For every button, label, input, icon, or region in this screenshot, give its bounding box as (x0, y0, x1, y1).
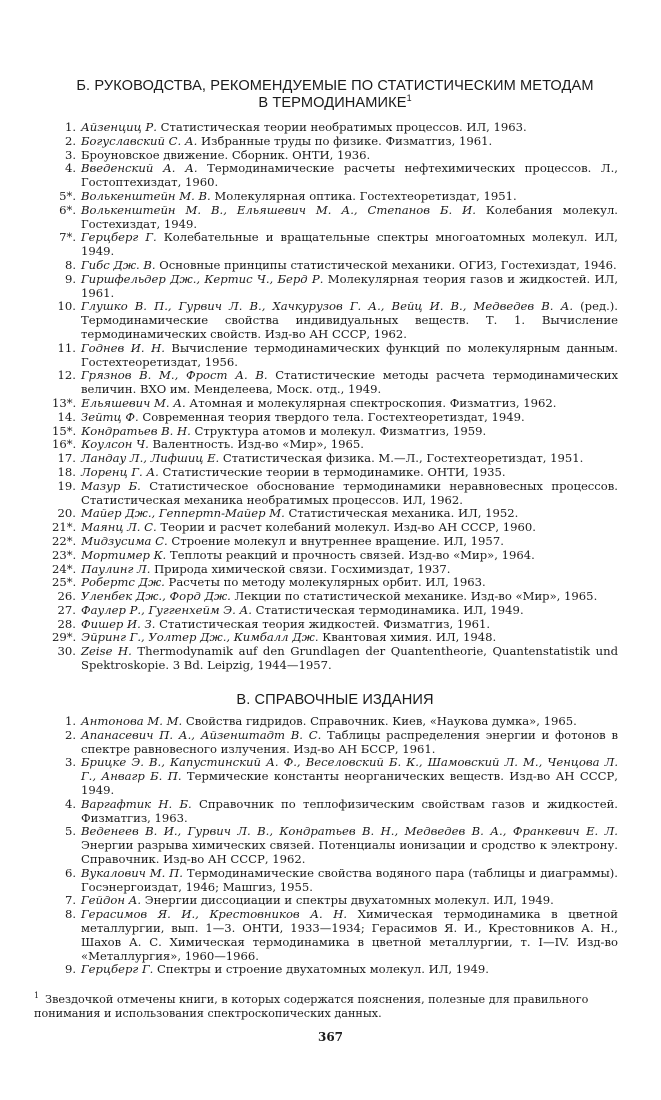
reference-text (81, 204, 618, 232)
reference-item (52, 756, 618, 797)
reference-author: Годнев И. Н. (81, 340, 165, 355)
reference-item (52, 563, 618, 577)
reference-item (52, 894, 618, 908)
reference-item (52, 149, 618, 163)
reference-item (52, 963, 618, 977)
reference-details: Броуновское движение. Сборник. ОНТИ, 1936. (81, 147, 371, 162)
reference-item (52, 135, 618, 149)
reference-text (81, 452, 618, 466)
reference-author: Введенский А. А. (81, 161, 198, 176)
reference-author: Зейтц Ф. (81, 409, 139, 424)
reference-item (52, 411, 618, 425)
reference-text (81, 756, 618, 797)
reference-details: Химическая термодинамика в цветной металлургии, вып. 1—3. ОНТИ, 1933—1934; Герасимов Я. И., Крестовников А. Н., Шахов А. С. Химическая термодинамика в цветной металлургии, т. I—IV. Изд-во «Металлургия», 1960—1966. (81, 907, 618, 963)
reference-details: Справочник по теплофизическим свойствам газов и жидкостей. Физматгиз, 1963. (81, 796, 618, 825)
reference-text (81, 715, 618, 729)
reference-author: Герцберг Г. (81, 962, 154, 977)
reference-details: Избранные труды по физике. Физматгиз, 1961. (197, 133, 493, 148)
reference-number: 30. (57, 644, 76, 659)
reference-author: Лоренц Г. А. (81, 464, 159, 479)
reference-text (81, 162, 618, 190)
section-v-title: В. СПРАВОЧНЫЕ ИЗДАНИЯ (236, 692, 434, 708)
reference-number: 11. (57, 340, 76, 355)
reference-item (52, 121, 618, 135)
reference-item (52, 645, 618, 673)
reference-number: 6*. (59, 202, 76, 217)
section-b-title-line2 (40, 95, 630, 112)
reference-author: Герасимов Я. И., Крестовников А. Н. (81, 907, 348, 922)
reference-number: 4. (64, 161, 76, 176)
reference-number: 2. (64, 727, 76, 742)
reference-details: Термодинамические расчеты нефтехимических процессов. Л., Гостоптехиздат, 1960. (81, 161, 618, 190)
reference-details: Спектры и строение двухатомных молекул. ИЛ, 1949. (153, 962, 489, 977)
reference-number: 3. (64, 147, 76, 162)
reference-number: 23*. (52, 547, 77, 562)
reference-item (52, 480, 618, 508)
reference-text (81, 618, 618, 632)
reference-number: 2. (64, 133, 76, 148)
reference-item (52, 273, 618, 301)
reference-text (81, 590, 618, 604)
reference-item (52, 162, 618, 190)
reference-item (52, 729, 618, 757)
reference-text (81, 480, 618, 508)
reference-item (52, 300, 618, 341)
reference-details: Энергии разрыва химических связей. Потенциалы ионизации и сродство к электрону. Справочник. Изд-во АН СССР, 1962. (81, 838, 618, 866)
reference-author: Маянц Л. С. (81, 520, 157, 535)
reference-text (81, 300, 618, 341)
reference-details: Колебательные и вращательные спектры многоатомных молекул. ИЛ, 1949. (81, 230, 618, 259)
reference-number: 25*. (52, 575, 77, 590)
reference-number: 14. (57, 409, 76, 424)
reference-number: 8. (64, 907, 76, 922)
reference-details: Статистическая физика. М.—Л., Гостехтеоретиздат, 1951. (219, 451, 584, 466)
reference-author: Ландау Л., Лифшиц Е. (81, 451, 220, 466)
reference-number: 20. (57, 506, 76, 521)
reference-number: 5*. (59, 188, 76, 203)
reference-details: Строение молекул и внутреннее вращение. ИЛ, 1957. (167, 533, 504, 548)
reference-item (52, 798, 618, 826)
reference-text (81, 231, 618, 259)
reference-item (52, 452, 618, 466)
reference-details: Молекулярная оптика. Гостехтеоретиздат, 1951. (210, 188, 517, 203)
reference-details: Вычисление термодинамических функций по молекулярным данным. Гостехтеоретиздат, 1956. (81, 340, 618, 369)
reference-number: 16*. (52, 437, 77, 452)
reference-details: Лекции по статистической механике. Изд-во «Мир», 1965. (230, 589, 598, 604)
reference-text (81, 342, 618, 370)
reference-details: (ред.). Термодинамические свойства индивидуальных веществ. Т. 1. Вычисление термодинамических свойств. Изд-во АН СССР, 1962. (81, 299, 618, 341)
reference-number: 12. (57, 368, 76, 383)
reference-item (52, 425, 618, 439)
reference-item (52, 604, 618, 618)
reference-details: Квантовая химия. ИЛ, 1948. (318, 630, 497, 645)
reference-text (81, 825, 618, 866)
reference-details: Расчеты по методу молекулярных орбит. ИЛ, 1963. (164, 575, 486, 590)
reference-text (81, 190, 618, 204)
reference-text (81, 798, 618, 826)
reference-details: Молекулярная теория газов и жидкостей. ИЛ, 1961. (81, 271, 619, 300)
reference-details: Статистическая термодинамика. ИЛ, 1949. (251, 602, 524, 617)
reference-author: Гейдон А. (81, 893, 142, 908)
reference-item (52, 438, 618, 452)
reference-details: Статистические теории в термодинамике. ОНТИ, 1935. (158, 464, 506, 479)
reference-number: 26. (57, 589, 76, 604)
footnote-text: Звездочкой отмечены книги, в которых содержатся пояснения, полезные для правильного понимания и использования спектроскопических данных. (34, 993, 589, 1020)
reference-number: 3. (64, 755, 76, 770)
reference-author: Апанасевич П. А., Айзенштадт В. С. (81, 727, 322, 742)
reference-item (52, 631, 618, 645)
reference-details: Структура атомов и молекул. Физматгиз, 1959. (190, 423, 487, 438)
reference-author: Вукалович М. П. (81, 865, 183, 880)
reference-number: 1. (64, 714, 76, 728)
reference-text (81, 149, 618, 163)
reference-text (81, 273, 618, 301)
reference-author: Волькенштейн М. В. (81, 188, 211, 203)
reference-text (81, 438, 618, 452)
reference-item (52, 576, 618, 590)
reference-item (52, 521, 618, 535)
reference-text (81, 631, 618, 645)
reference-author: Грязнов В. М., Фрост А. В. (81, 368, 268, 383)
reference-number: 17. (57, 451, 76, 466)
page-number: 367 (317, 1030, 344, 1044)
reference-item (52, 549, 618, 563)
reference-author: Уленбек Дж., Форд Дж. (81, 589, 231, 604)
reference-details: Таблицы распределения энергии и фотонов в спектре равновесного излучения. Изд-во АН БССР, 1961. (81, 727, 618, 756)
reference-details: Природа химической связи. Госхимиздат, 1937. (150, 561, 451, 576)
footnote (34, 993, 616, 1020)
reference-number: 28. (57, 616, 76, 631)
reference-number: 21*. (52, 520, 77, 535)
reference-author: Кондратьев В. Н. (81, 423, 191, 438)
reference-text (81, 535, 618, 549)
reference-text (81, 604, 618, 618)
reference-text (81, 908, 618, 963)
reference-text (81, 466, 618, 480)
reference-author: Гибс Дж. В. (81, 257, 156, 272)
reference-author: Айзенциц Р. (81, 120, 157, 134)
reference-author: Фаулер Р., Гуггенхейм Э. А. (81, 602, 252, 617)
reference-text (81, 411, 618, 425)
reference-text (81, 397, 618, 411)
reference-number: 9. (64, 962, 76, 977)
reference-item (52, 535, 618, 549)
reference-author: Мидзусима С. (81, 533, 168, 548)
reference-author: Паулинг Л. (81, 561, 151, 576)
section-v-reference-list (52, 715, 618, 977)
section-b-heading (40, 78, 630, 112)
reference-item (52, 204, 618, 232)
reference-author: Майер Дж., Геппертп-Майер М. (81, 506, 285, 521)
reference-item (52, 397, 618, 411)
section-b-footnote-ref: 1 (406, 93, 412, 104)
reference-item (52, 342, 618, 370)
reference-details: Основные принципы статистической механики. ОГИЗ, Гостехиздат, 1946. (155, 257, 617, 272)
reference-item (52, 867, 618, 895)
reference-number: 7*. (59, 230, 76, 245)
reference-author: Фишер И. З. (81, 616, 156, 631)
reference-item (52, 259, 618, 273)
reference-author: Волькенштейн М. В., Ельяшевич М. А., Степанов Б. И. (81, 202, 476, 217)
reference-details: Статистическая теории необратимых процессов. ИЛ, 1963. (156, 120, 527, 134)
reference-author: Глушко В. П., Гурвич Л. В., Хачкурузов Г. А., Вейц И. В., Медведев В. А. (81, 299, 574, 314)
reference-item (52, 618, 618, 632)
reference-item (52, 369, 618, 397)
reference-number: 22*. (52, 533, 77, 548)
reference-text (81, 563, 618, 577)
reference-number: 15*. (52, 423, 77, 438)
reference-item (52, 466, 618, 480)
reference-author: Гиршфельдер Дж., Кертис Ч., Берд Р. (81, 271, 324, 286)
reference-details: Энергии диссоциации и спектры двухатомных молекул. ИЛ, 1949. (141, 893, 554, 908)
reference-text (81, 121, 618, 135)
reference-details: Валентность. Изд-во «Мир», 1965. (148, 437, 364, 452)
reference-text (81, 259, 618, 273)
reference-text (81, 645, 618, 673)
reference-details: Современная теория твердого тела. Гостехтеоретиздат, 1949. (138, 409, 525, 424)
reference-author: Ельяшевич М. А. (81, 395, 186, 410)
reference-text (81, 576, 618, 590)
reference-number: 5. (64, 824, 76, 839)
reference-author: Эйринг Г., Уолтер Дж., Кимбалл Дж. (81, 630, 319, 645)
reference-item (52, 908, 618, 963)
reference-author: Брицке Э. В., Капустинский А. Ф., Веселовский Б. К., Шамовский Л. М., Ченцова Л. Г., Анвагр Б. П. (81, 755, 618, 784)
reference-text (81, 963, 618, 977)
reference-text (81, 549, 618, 563)
reference-item (52, 231, 618, 259)
reference-text (81, 369, 618, 397)
reference-number: 7. (64, 893, 76, 908)
reference-author: Герцберг Г. (81, 230, 157, 245)
section-b-title-line1: Б. РУКОВОДСТВА, РЕКОМЕНДУЕМЫЕ ПО СТАТИСТИЧЕСКИМ МЕТОДАМ (76, 78, 594, 94)
reference-item (52, 507, 618, 521)
reference-number: 10. (57, 299, 76, 314)
section-b-reference-list (52, 121, 618, 673)
reference-item (52, 590, 618, 604)
reference-item (52, 190, 618, 204)
reference-number: 6. (64, 865, 76, 880)
reference-details: Теории и расчет колебаний молекул. Изд-во АН СССР, 1960. (156, 520, 536, 535)
reference-text (81, 894, 618, 908)
reference-author: Мортимер К. (81, 547, 167, 562)
section-b-title-line2-text: В ТЕРМОДИНАМИКЕ (258, 95, 407, 111)
reference-number: 18. (57, 464, 76, 479)
reference-number: 9. (64, 271, 76, 286)
reference-number: 27. (57, 602, 76, 617)
reference-author: Богуславский С. А. (81, 133, 198, 148)
reference-author: Коулсон Ч. (81, 437, 149, 452)
reference-text (81, 507, 618, 521)
reference-author: Робертс Дж. (81, 575, 165, 590)
reference-number: 24*. (52, 561, 77, 576)
reference-number: 8. (64, 257, 76, 272)
reference-details: Теплоты реакций и прочность связей. Изд-во «Мир», 1964. (166, 547, 535, 562)
reference-text (81, 867, 618, 895)
reference-text (81, 729, 618, 757)
reference-author: Антонова М. М. (81, 714, 183, 728)
reference-text (81, 425, 618, 439)
section-v-heading (40, 692, 630, 709)
reference-number: 29*. (52, 630, 77, 645)
reference-item (52, 825, 618, 866)
footnote-mark: 1 (34, 991, 40, 1001)
reference-details: Термодинамические свойства водяного пара (таблицы и диаграммы). Госэнергоиздат, 1946; Машгиз, 1955. (81, 865, 618, 894)
reference-details: Thermodynamik auf den Grundlagen der Quantentheorie, Quantenstatistik und Spektroskopie. 3 Bd. Leipzig, 1944—1957. (81, 644, 618, 673)
reference-author: Варгафтик Н. Б. (81, 796, 192, 811)
reference-author: Веденеев В. И., Гурвич Л. В., Кондратьев В. Н., Медведев В. А., Франкевич Е. Л. (81, 824, 618, 839)
reference-text (81, 521, 618, 535)
reference-number: 4. (64, 796, 76, 811)
reference-author: Zeise H. (81, 644, 132, 659)
reference-details: Статистическая теория жидкостей. Физматгиз, 1961. (155, 616, 491, 631)
reference-number: 19. (57, 478, 76, 493)
reference-details: Термические константы неорганических веществ. Изд-во АН СССР, 1949. (81, 769, 618, 797)
reference-details: Статистические методы расчета термодинамических величин. ВХО им. Менделеева, Моск. отд., 1949. (81, 368, 618, 397)
reference-item (52, 715, 618, 729)
reference-details: Статистическая механика. ИЛ, 1952. (284, 506, 519, 521)
reference-author: Мазур Б. (81, 478, 141, 493)
reference-details: Статистическое обоснование термодинамики неравновесных процессов. Статистическая механика необратимых процессов. ИЛ, 1962. (81, 478, 618, 507)
reference-number: 1. (64, 120, 76, 134)
reference-text (81, 135, 618, 149)
reference-number: 13*. (52, 395, 77, 410)
reference-details: Атомная и молекулярная спектроскопия. Физматгиз, 1962. (185, 395, 557, 410)
reference-details: Свойства гидридов. Справочник. Киев, «Наукова думка», 1965. (182, 714, 577, 728)
reference-details: Колебания молекул. Гостехиздат, 1949. (81, 202, 618, 231)
